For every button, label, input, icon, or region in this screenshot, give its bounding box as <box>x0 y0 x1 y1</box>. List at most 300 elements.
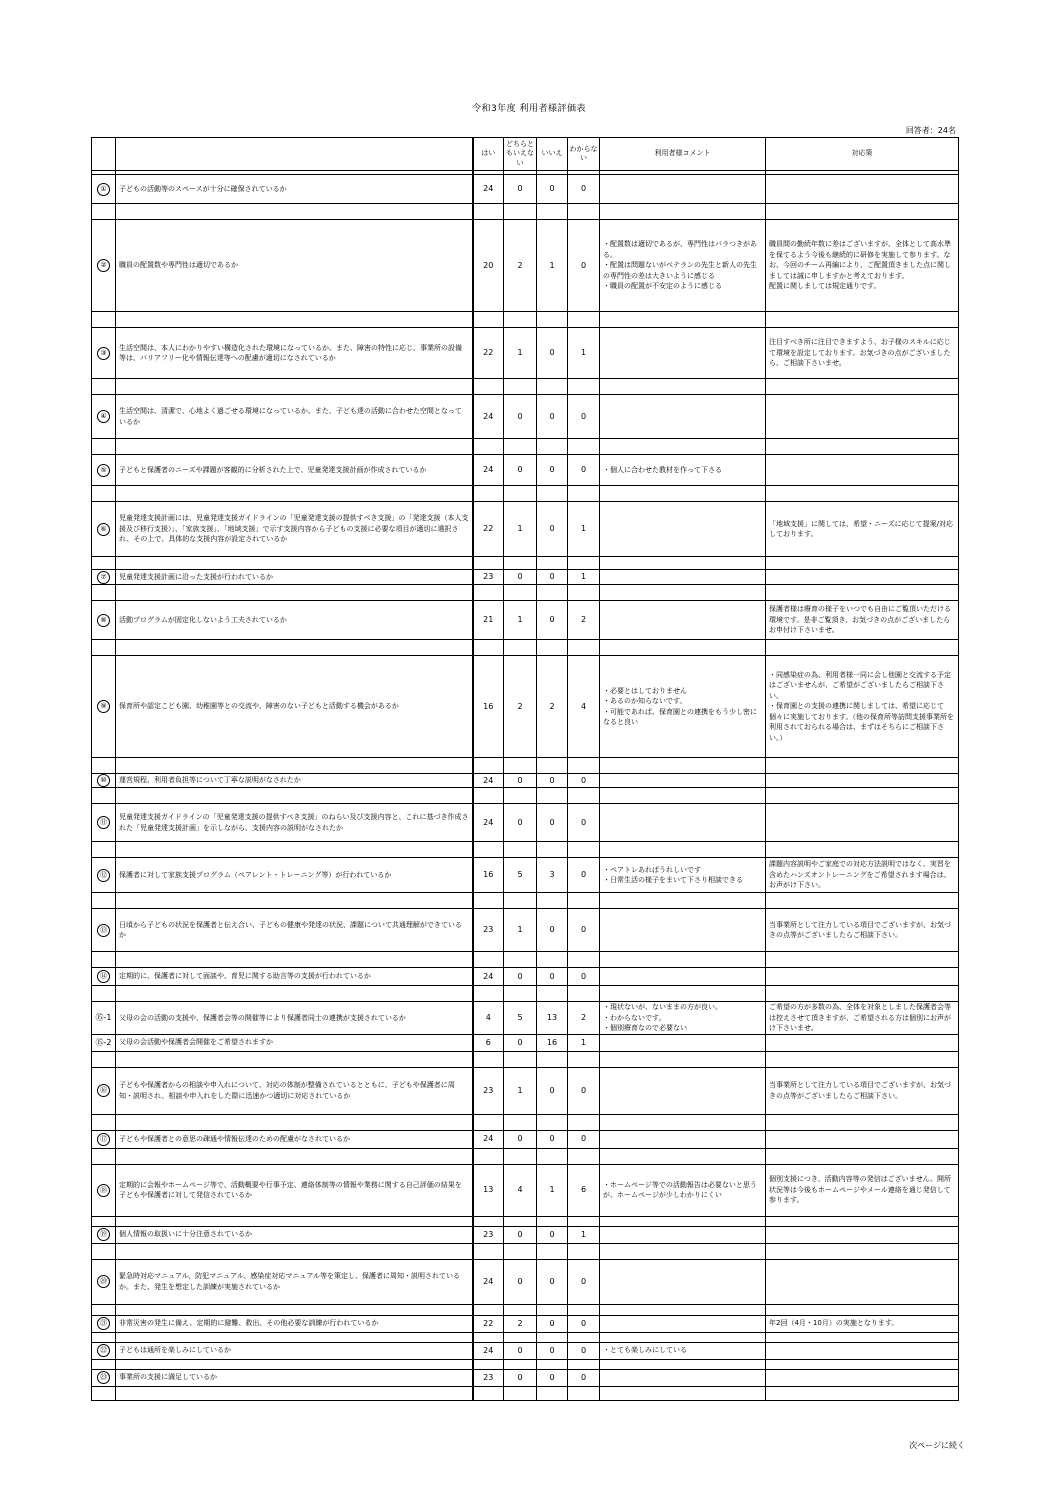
spacer-cell <box>537 439 568 455</box>
item-number <box>92 858 116 893</box>
count-yes: 24 <box>473 1342 504 1359</box>
spacer-cell <box>568 585 600 601</box>
spacer-cell <box>537 1386 568 1400</box>
spacer-cell <box>504 788 537 804</box>
item-number-badge: ㉒ <box>97 1344 110 1357</box>
user-comment <box>600 570 766 585</box>
count-neither: 5 <box>504 1002 537 1035</box>
spacer-cell <box>92 758 116 774</box>
item-number <box>92 570 116 585</box>
count-no: 1 <box>537 220 568 312</box>
question-text: 日頃から子どもの状況を保護者と伝え合い、子どもの健康や発達の状況、課題について共通理解ができているか <box>116 909 473 952</box>
spacer-cell <box>473 952 504 968</box>
item-number <box>92 968 116 986</box>
spacer-cell <box>600 585 766 601</box>
spacer-cell <box>568 439 600 455</box>
table-row <box>92 909 959 952</box>
response-measure <box>766 968 959 986</box>
spacer-cell <box>92 788 116 804</box>
spacer-cell <box>600 758 766 774</box>
user-comment: ・現状ないが、ないままの方が良い。 ・わからないです。 ・個別療育なので必要ない <box>600 1002 766 1035</box>
count-unknown: 0 <box>568 858 600 893</box>
count-unknown: 0 <box>568 804 600 842</box>
spacer-cell <box>537 1243 568 1259</box>
spacer-row <box>92 1216 959 1226</box>
spacer-cell <box>600 557 766 570</box>
table-row <box>92 774 959 788</box>
spacer-cell <box>473 1051 504 1067</box>
spacer-cell <box>537 1304 568 1315</box>
spacer-cell <box>537 788 568 804</box>
count-no: 3 <box>537 858 568 893</box>
spacer-cell <box>600 1051 766 1067</box>
user-comment <box>600 395 766 439</box>
spacer-row <box>92 379 959 395</box>
user-comment <box>600 502 766 557</box>
spacer-row <box>92 952 959 968</box>
response-measure: 課題内容説明やご家庭での対応方法説明ではなく、実習を含めたハンズオントレーニングをご希望されます場合は、お声がけ下さい。 <box>766 858 959 893</box>
spacer-cell <box>473 1114 504 1130</box>
user-comment: ・個人に合わせた教材を作って下さる <box>600 455 766 486</box>
spacer-cell <box>504 204 537 220</box>
spacer-cell <box>568 1359 600 1369</box>
item-number <box>92 1259 116 1304</box>
count-neither: 0 <box>504 1226 537 1243</box>
spacer-cell <box>473 1332 504 1342</box>
count-no: 16 <box>537 1034 568 1051</box>
count-neither: 1 <box>504 601 537 640</box>
spacer-cell <box>766 1243 959 1259</box>
user-comment: ・とても楽しみにしている <box>600 1342 766 1359</box>
count-unknown: 4 <box>568 656 600 758</box>
spacer-row <box>92 1148 959 1164</box>
response-measure: 当事業所として注力している項目でございますが、お気づきの点等がございましたらご相談下さい。 <box>766 1067 959 1114</box>
spacer-cell <box>473 557 504 570</box>
count-no: 0 <box>537 774 568 788</box>
spacer-cell <box>766 1332 959 1342</box>
spacer-cell <box>568 1114 600 1130</box>
response-measure: 注目すべき所に注目できますよう、お子様のスキルに応じて環境を設定しております。お気づきの点がございましたら、ご相談下さいませ。 <box>766 328 959 379</box>
spacer-cell <box>504 893 537 909</box>
user-comment <box>600 328 766 379</box>
count-yes: 6 <box>473 1034 504 1051</box>
spacer-cell <box>766 486 959 502</box>
count-yes: 4 <box>473 1002 504 1035</box>
item-number <box>92 455 116 486</box>
item-number-badge: ① <box>97 183 110 196</box>
item-number-badge: ⑤ <box>97 464 110 477</box>
spacer-cell <box>473 439 504 455</box>
item-number-badge: ⑫ <box>97 869 110 882</box>
response-measure <box>766 395 959 439</box>
header-neither: どちらともいえない <box>504 138 537 171</box>
spacer-cell <box>537 1114 568 1130</box>
spacer-cell <box>766 1051 959 1067</box>
spacer-cell <box>600 986 766 1002</box>
spacer-cell <box>600 486 766 502</box>
count-neither: 4 <box>504 1164 537 1216</box>
spacer-cell <box>766 1216 959 1226</box>
spacer-cell <box>504 1304 537 1315</box>
spacer-cell <box>568 952 600 968</box>
item-number-badge: ② <box>97 259 110 272</box>
table-row <box>92 804 959 842</box>
spacer-row <box>92 585 959 601</box>
spacer-cell <box>537 312 568 328</box>
user-comment <box>600 1034 766 1051</box>
count-unknown: 0 <box>568 175 600 204</box>
spacer-cell <box>473 585 504 601</box>
spacer-cell <box>568 1148 600 1164</box>
question-text: 事業所の支援に満足しているか <box>116 1369 473 1386</box>
header-comment: 利用者様コメント <box>600 138 766 171</box>
item-number <box>92 328 116 379</box>
spacer-cell <box>504 1051 537 1067</box>
spacer-cell <box>116 1216 473 1226</box>
count-yes: 24 <box>473 395 504 439</box>
question-text: 児童発達支援計画には、児童発達支援ガイドラインの「児童発達支援の提供すべき支援」の「発達支援（本人支援及び移行支援）」、「家族支援」、「地域支援」で示す支援内容から子どもの支援に必要な項目が適切に選択され、その上で、具体的な支援内容が設定されているか <box>116 502 473 557</box>
response-measure <box>766 570 959 585</box>
user-comment: ・配置数は適切であるが、専門性はバラつきがある。 ・配置は問題ないがベテランの先生と新人の先生の専門性の差は大きいように感じる ・職員の配置が不安定のように感じる <box>600 220 766 312</box>
response-measure <box>766 804 959 842</box>
spacer-row <box>92 439 959 455</box>
item-number <box>92 1369 116 1386</box>
count-unknown: 0 <box>568 1369 600 1386</box>
spacer-cell <box>504 1359 537 1369</box>
count-no: 0 <box>537 601 568 640</box>
count-yes: 24 <box>473 804 504 842</box>
spacer-cell <box>568 788 600 804</box>
item-number-badge: ⑮-2 <box>95 1037 112 1047</box>
item-number-badge: ⑳ <box>97 1275 110 1288</box>
user-comment <box>600 774 766 788</box>
item-number <box>92 601 116 640</box>
spacer-cell <box>92 1304 116 1315</box>
count-yes: 22 <box>473 502 504 557</box>
spacer-cell <box>537 986 568 1002</box>
count-unknown: 1 <box>568 570 600 585</box>
spacer-cell <box>504 312 537 328</box>
spacer-cell <box>92 1359 116 1369</box>
spacer-cell <box>568 758 600 774</box>
table-row <box>92 570 959 585</box>
spacer-cell <box>116 1332 473 1342</box>
count-no: 2 <box>537 656 568 758</box>
spacer-cell <box>92 1051 116 1067</box>
spacer-row <box>92 1332 959 1342</box>
question-text: 子どもや保護者との意思の疎通や情報伝達のための配慮がなされているか <box>116 1130 473 1148</box>
spacer-cell <box>473 204 504 220</box>
table-row <box>92 1226 959 1243</box>
count-yes: 24 <box>473 1130 504 1148</box>
response-measure: ご希望の方が多数の為、全体を対象としました保護者会等は控えさせて頂きますが、ご希望される方は個別にお声がけ下さいませ。 <box>766 1002 959 1035</box>
spacer-cell <box>473 986 504 1002</box>
spacer-cell <box>537 557 568 570</box>
count-no: 0 <box>537 1130 568 1148</box>
count-unknown: 0 <box>568 395 600 439</box>
question-text: 父母の会の活動の支援や、保護者会等の開催等により保護者同士の連携が支援されているか <box>116 1002 473 1035</box>
count-unknown: 1 <box>568 328 600 379</box>
spacer-cell <box>766 842 959 858</box>
spacer-cell <box>473 1243 504 1259</box>
user-comment <box>600 1067 766 1114</box>
count-no: 0 <box>537 175 568 204</box>
user-comment <box>600 1369 766 1386</box>
spacer-cell <box>568 893 600 909</box>
spacer-cell <box>504 439 537 455</box>
count-no: 0 <box>537 804 568 842</box>
spacer-cell <box>116 842 473 858</box>
next-page-note: 次ページに続く <box>909 1441 965 1450</box>
spacer-cell <box>92 640 116 656</box>
count-unknown: 0 <box>568 774 600 788</box>
count-neither: 0 <box>504 1342 537 1359</box>
spacer-row <box>92 204 959 220</box>
spacer-cell <box>116 204 473 220</box>
user-comment <box>600 1226 766 1243</box>
item-number <box>92 1315 116 1332</box>
spacer-cell <box>600 1114 766 1130</box>
spacer-cell <box>116 1359 473 1369</box>
response-measure <box>766 1369 959 1386</box>
spacer-cell <box>568 1216 600 1226</box>
header-response: 対応策 <box>766 138 959 171</box>
count-neither: 2 <box>504 656 537 758</box>
spacer-cell <box>504 585 537 601</box>
count-no: 0 <box>537 968 568 986</box>
table-row <box>92 220 959 312</box>
user-comment <box>600 804 766 842</box>
spacer-cell <box>504 1114 537 1130</box>
item-number <box>92 774 116 788</box>
table-row <box>92 1342 959 1359</box>
question-text: 子どもと保護者のニーズや課題が客観的に分析された上で、児童発達支援計画が作成されているか <box>116 455 473 486</box>
spacer-cell <box>116 1148 473 1164</box>
response-measure <box>766 1342 959 1359</box>
spacer-cell <box>92 1216 116 1226</box>
page-title: 令和3年度 利用者様評価表 <box>471 104 587 114</box>
count-no: 13 <box>537 1002 568 1035</box>
spacer-cell <box>600 1304 766 1315</box>
spacer-cell <box>92 842 116 858</box>
spacer-cell <box>92 204 116 220</box>
item-number-badge: ④ <box>97 410 110 423</box>
count-yes: 21 <box>473 601 504 640</box>
response-measure <box>766 1130 959 1148</box>
spacer-cell <box>473 842 504 858</box>
response-measure <box>766 175 959 204</box>
spacer-cell <box>766 952 959 968</box>
question-text: 活動プログラムが固定化しないよう工夫されているか <box>116 601 473 640</box>
spacer-row <box>92 1359 959 1369</box>
header-row <box>92 138 959 171</box>
spacer-cell <box>473 379 504 395</box>
spacer-cell <box>766 758 959 774</box>
spacer-cell <box>600 1332 766 1342</box>
spacer-row <box>92 312 959 328</box>
spacer-cell <box>766 986 959 1002</box>
spacer-row <box>92 758 959 774</box>
spacer-cell <box>92 557 116 570</box>
count-neither: 0 <box>504 1369 537 1386</box>
user-comment <box>600 909 766 952</box>
user-comment <box>600 1315 766 1332</box>
count-neither: 0 <box>504 175 537 204</box>
question-text: 定期的に会報やホームページ等で、活動概要や行事予定、連絡体制等の情報や業務に関する自己評価の結果を子どもや保護者に対して発信されているか <box>116 1164 473 1216</box>
count-yes: 16 <box>473 858 504 893</box>
spacer-cell <box>116 986 473 1002</box>
spacer-cell <box>568 640 600 656</box>
spacer-row <box>92 986 959 1002</box>
item-number <box>92 804 116 842</box>
question-text: 生活空間は、清潔で、心地よく過ごせる環境になっているか。また、子ども達の活動に合わせた空間となっているか <box>116 395 473 439</box>
spacer-cell <box>537 842 568 858</box>
count-neither: 1 <box>504 328 537 379</box>
count-yes: 23 <box>473 570 504 585</box>
spacer-cell <box>766 788 959 804</box>
count-yes: 23 <box>473 1067 504 1114</box>
header-yes: はい <box>473 138 504 171</box>
evaluation-table <box>91 137 959 1401</box>
spacer-cell <box>568 1386 600 1400</box>
count-yes: 24 <box>473 774 504 788</box>
count-neither: 0 <box>504 455 537 486</box>
spacer-cell <box>766 585 959 601</box>
question-text: 緊急時対応マニュアル、防犯マニュアル、感染症対応マニュアル等を策定し、保護者に周知・説明されているか。また、発生を想定した訓練が実施されているか <box>116 1259 473 1304</box>
count-neither: 2 <box>504 220 537 312</box>
count-neither: 1 <box>504 502 537 557</box>
item-number-badge: ③ <box>97 347 110 360</box>
spacer-cell <box>116 557 473 570</box>
user-comment: ・必要とはしておりません ・あるのか知らないです。 ・可能であれば、保育園との連携をもう少し密になると良い <box>600 656 766 758</box>
count-unknown: 0 <box>568 1315 600 1332</box>
question-text: 児童発達支援ガイドラインの「児童発達支援の提供すべき支援」のねらい及び支援内容と、これに基づき作成された「児童発達支援計画」を示しながら、支援内容の説明がなされたか <box>116 804 473 842</box>
spacer-cell <box>116 312 473 328</box>
spacer-cell <box>116 1114 473 1130</box>
count-no: 0 <box>537 1315 568 1332</box>
spacer-cell <box>504 758 537 774</box>
spacer-cell <box>473 640 504 656</box>
trailing-row <box>92 1386 959 1400</box>
spacer-cell <box>600 1359 766 1369</box>
spacer-cell <box>473 788 504 804</box>
spacer-row <box>92 893 959 909</box>
item-number <box>92 1226 116 1243</box>
spacer-cell <box>600 893 766 909</box>
spacer-cell <box>116 893 473 909</box>
count-no: 0 <box>537 1259 568 1304</box>
spacer-cell <box>766 557 959 570</box>
spacer-cell <box>473 893 504 909</box>
table-row <box>92 455 959 486</box>
spacer-cell <box>600 952 766 968</box>
item-number-badge: ⑩ <box>97 774 110 787</box>
count-no: 0 <box>537 1067 568 1114</box>
table-row <box>92 1315 959 1332</box>
table-row <box>92 1164 959 1216</box>
spacer-cell <box>600 1386 766 1400</box>
spacer-cell <box>600 1148 766 1164</box>
item-number <box>92 656 116 758</box>
spacer-cell <box>537 1332 568 1342</box>
spacer-cell <box>92 1386 116 1400</box>
count-neither: 1 <box>504 909 537 952</box>
table-row <box>92 502 959 557</box>
spacer-cell <box>568 486 600 502</box>
count-no: 0 <box>537 570 568 585</box>
spacer-cell <box>766 1386 959 1400</box>
spacer-row <box>92 640 959 656</box>
spacer-cell <box>116 758 473 774</box>
spacer-cell <box>568 1304 600 1315</box>
spacer-cell <box>504 1386 537 1400</box>
spacer-cell <box>537 486 568 502</box>
spacer-cell <box>600 439 766 455</box>
count-yes: 24 <box>473 1259 504 1304</box>
spacer-cell <box>504 1216 537 1226</box>
question-text: 定期的に、保護者に対して面談や、育児に関する助言等の支援が行われているか <box>116 968 473 986</box>
count-unknown: 0 <box>568 220 600 312</box>
spacer-cell <box>568 204 600 220</box>
table-row <box>92 1067 959 1114</box>
item-number-badge: ⑪ <box>97 816 110 829</box>
count-unknown: 2 <box>568 601 600 640</box>
spacer-row <box>92 842 959 858</box>
question-text: 子どもや保護者からの相談や申入れについて、対応の体制が整備されているとともに、子どもや保護者に周知・説明され、相談や申入れをした際に迅速かつ適切に対応されているか <box>116 1067 473 1114</box>
spacer-row <box>92 1051 959 1067</box>
spacer-cell <box>116 788 473 804</box>
spacer-cell <box>568 1243 600 1259</box>
question-text: 子どもは通所を楽しみにしているか <box>116 1342 473 1359</box>
spacer-cell <box>473 486 504 502</box>
spacer-cell <box>600 842 766 858</box>
item-number-badge: ⑯ <box>97 1084 110 1097</box>
count-no: 0 <box>537 1342 568 1359</box>
count-yes: 24 <box>473 968 504 986</box>
count-neither: 0 <box>504 570 537 585</box>
spacer-cell <box>116 585 473 601</box>
item-number-badge: ㉑ <box>97 1317 110 1330</box>
header-unknown: わからない <box>568 138 600 171</box>
spacer-cell <box>92 1243 116 1259</box>
spacer-cell <box>766 439 959 455</box>
question-text: 保育所や認定こども園、幼稚園等との交流や、障害のない子どもと活動する機会があるか <box>116 656 473 758</box>
count-unknown: 0 <box>568 1342 600 1359</box>
spacer-cell <box>473 1386 504 1400</box>
count-no: 0 <box>537 1226 568 1243</box>
item-number <box>92 502 116 557</box>
count-neither: 5 <box>504 858 537 893</box>
spacer-row <box>92 1243 959 1259</box>
count-unknown: 0 <box>568 1130 600 1148</box>
spacer-cell <box>116 1304 473 1315</box>
spacer-cell <box>92 1114 116 1130</box>
item-number <box>92 395 116 439</box>
response-measure <box>766 455 959 486</box>
item-number-badge: ⑥ <box>97 523 110 536</box>
spacer-cell <box>600 379 766 395</box>
header-no <box>92 138 116 171</box>
spacer-cell <box>92 379 116 395</box>
spacer-cell <box>504 842 537 858</box>
user-comment <box>600 1130 766 1148</box>
response-measure <box>766 1226 959 1243</box>
item-number <box>92 1130 116 1148</box>
count-yes: 22 <box>473 328 504 379</box>
spacer-cell <box>116 1386 473 1400</box>
count-neither: 1 <box>504 1067 537 1114</box>
count-unknown: 1 <box>568 1034 600 1051</box>
